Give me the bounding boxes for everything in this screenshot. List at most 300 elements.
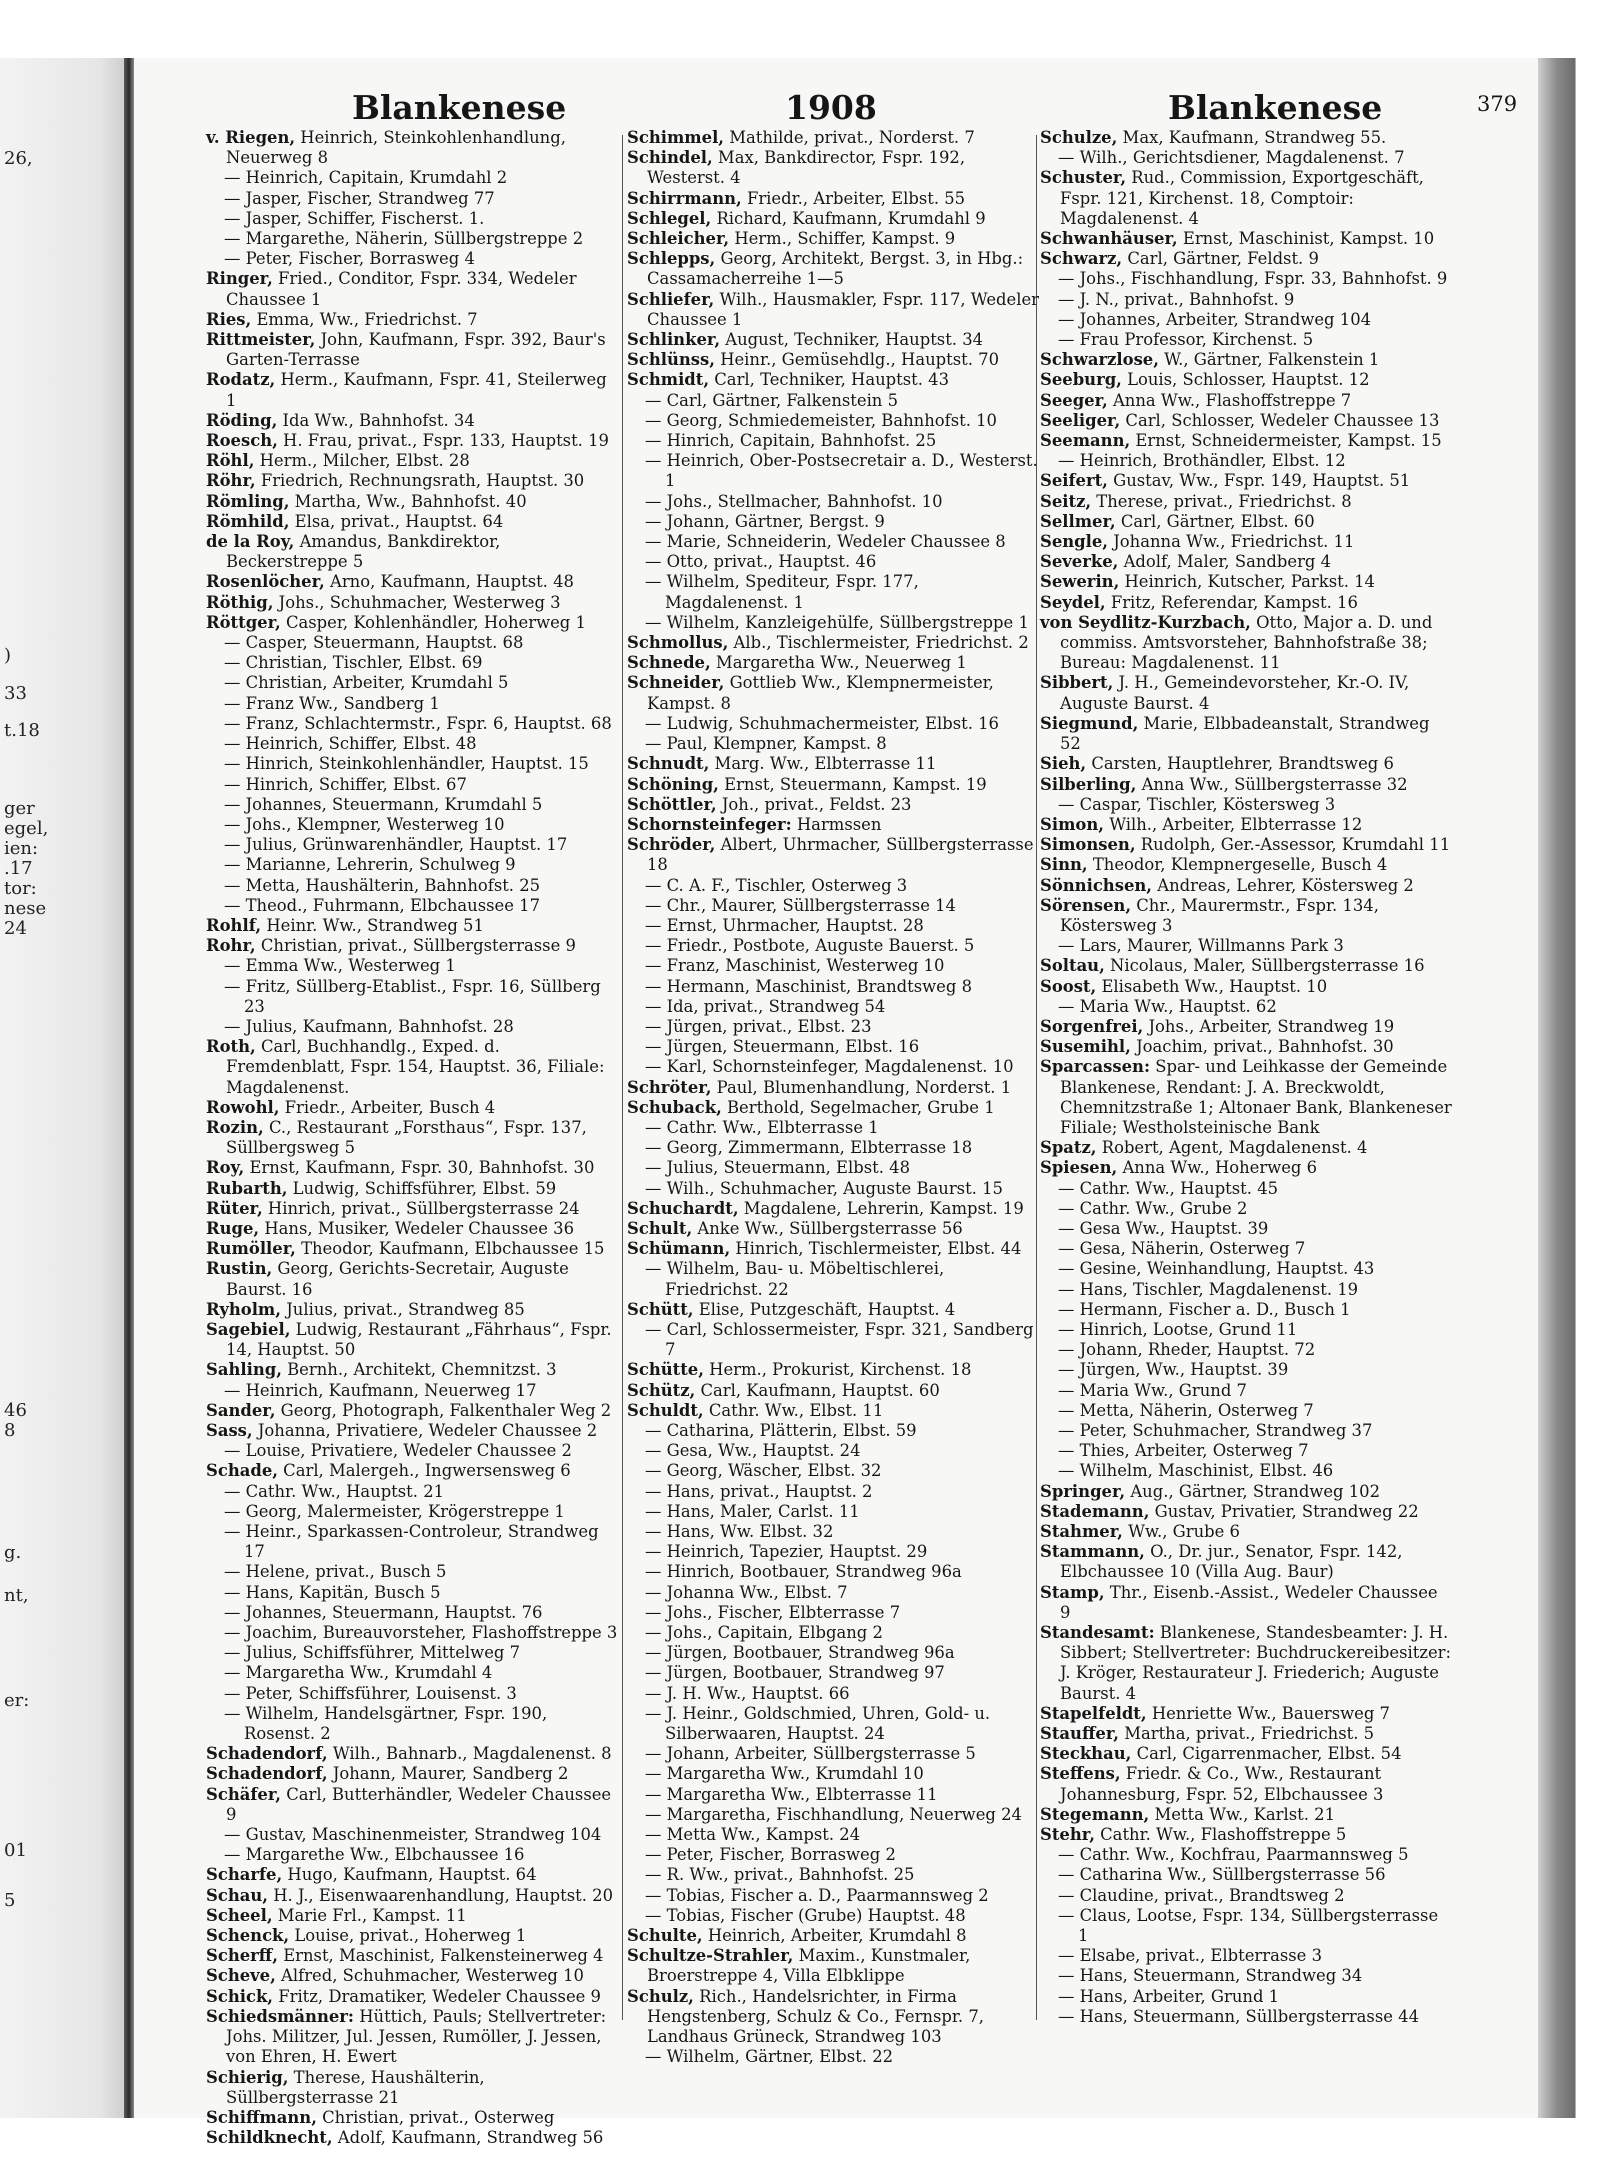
entry-details: — Friedr., Postbote, Auguste Bauerst. 5 bbox=[645, 936, 975, 956]
entry-surname: Röding, bbox=[206, 410, 278, 430]
entry-details: Gustav, Ww., Fspr. 149, Hauptst. 51 bbox=[1113, 471, 1411, 491]
directory-entry bbox=[627, 633, 1039, 653]
directory-entry bbox=[627, 128, 1039, 148]
entry-details: Martha, privat., Friedrichst. 5 bbox=[1124, 1724, 1375, 1744]
entry-surname: Seydel, bbox=[1040, 592, 1106, 612]
entry-details: Ludwig, Restaurant „Fährhaus“, Fspr. 14, Hauptst. 50 bbox=[226, 1319, 612, 1360]
directory-entry bbox=[1040, 411, 1452, 431]
page-edge bbox=[1538, 58, 1600, 2118]
entry-details: Bernh., Architekt, Chemnitzst. 3 bbox=[287, 1360, 557, 1380]
entry-details: Wilh., Hausmakler, Fspr. 117, Wedeler Chaussee 1 bbox=[647, 289, 1039, 329]
entry-details: O., Dr. jur., Senator, Fspr. 142, Elbchaussee 10 (Villa Aug. Baur) bbox=[1060, 1542, 1403, 1582]
entry-details: Casper, Kohlenhändler, Hoherweg 1 bbox=[285, 612, 586, 632]
entry-details: — Christian, Arbeiter, Krumdahl 5 bbox=[224, 673, 509, 693]
entry-details: — Margaretha, Fischhandlung, Neuerweg 24 bbox=[645, 1804, 1022, 1824]
entry-details: — Wilhelm, Handelsgärtner, Fspr. 190, Rosenst. 2 bbox=[224, 1703, 548, 1744]
entry-details: Carl, Butterhändler, Wedeler Chaussee 9 bbox=[226, 1784, 612, 1824]
entry-details: Johanna Ww., Friedrichst. 11 bbox=[1113, 532, 1355, 552]
entry-details: Carl, Kaufmann, Hauptst. 60 bbox=[700, 1380, 940, 1400]
entry-surname: Römhild, bbox=[206, 511, 290, 531]
entry-details: Rich., Handelsrichter, in Firma Hengstenberg, Schulz & Co., Fernspr. 7, Landhaus Grüneck, Strandweg 103 bbox=[647, 1986, 984, 2047]
directory-entry bbox=[206, 1562, 618, 1582]
entry-details: — Maria Ww., Grund 7 bbox=[1058, 1380, 1247, 1400]
entry-details: — Casper, Steuermann, Hauptst. 68 bbox=[224, 633, 524, 653]
directory-entry bbox=[1040, 1381, 1452, 1401]
entry-surname: Röhr, bbox=[206, 471, 256, 491]
directory-entry bbox=[627, 189, 1039, 209]
entry-surname: Schulte, bbox=[627, 1926, 703, 1946]
directory-entry bbox=[627, 1461, 1039, 1481]
entry-details: Carl, Malergeh., Ingwersensweg 6 bbox=[283, 1461, 571, 1481]
directory-entry bbox=[206, 532, 618, 572]
entry-details: Joachim, privat., Bahnhofst. 30 bbox=[1136, 1037, 1394, 1057]
directory-entry bbox=[627, 1482, 1039, 1502]
directory-column-3 bbox=[1040, 128, 1452, 2027]
directory-entry bbox=[206, 1785, 618, 1825]
directory-entry bbox=[1040, 1280, 1452, 1300]
directory-entry bbox=[627, 1744, 1039, 1764]
directory-entry bbox=[627, 1562, 1039, 1582]
entry-details: — Johs., Klempner, Westerweg 10 bbox=[224, 814, 505, 834]
directory-entry bbox=[206, 876, 618, 896]
running-head-right: Blankenese bbox=[1168, 88, 1383, 127]
entry-details: — Catharina, Plätterin, Elbst. 59 bbox=[645, 1421, 917, 1440]
entry-surname: Schwarzlose, bbox=[1040, 350, 1159, 370]
directory-entry bbox=[206, 1199, 618, 1219]
entry-details: — J. H. Ww., Hauptst. 66 bbox=[645, 1683, 850, 1703]
directory-entry bbox=[1040, 593, 1452, 613]
directory-entry bbox=[206, 1219, 618, 1239]
directory-entry bbox=[206, 1502, 618, 1522]
directory-entry bbox=[627, 512, 1039, 532]
entry-details: — Johann, Rheder, Hauptst. 72 bbox=[1058, 1340, 1316, 1360]
margin-fragment: tor: bbox=[4, 878, 37, 899]
entry-details: — C. A. F., Tischler, Osterweg 3 bbox=[645, 875, 908, 895]
directory-entry bbox=[206, 1118, 618, 1158]
entry-details: Marie, Elbbadeanstalt, Strandweg 52 bbox=[1060, 713, 1430, 754]
entry-details: Louise, privat., Hoherweg 1 bbox=[294, 1926, 527, 1946]
entry-surname: Stegemann, bbox=[1040, 1804, 1150, 1824]
entry-details: Elise, Putzgeschäft, Hauptst. 4 bbox=[698, 1299, 956, 1319]
directory-entry bbox=[206, 653, 618, 673]
entry-details: — Peter, Fischer, Borrasweg 2 bbox=[645, 1845, 896, 1865]
entry-details: — Johs., Stellmacher, Bahnhofst. 10 bbox=[645, 491, 943, 511]
directory-entry bbox=[627, 1522, 1039, 1542]
entry-details: — Fritz, Süllberg-Etablist., Fspr. 16, Süllberg 23 bbox=[224, 976, 601, 1016]
directory-entry bbox=[1040, 148, 1452, 168]
entry-surname: Stademann, bbox=[1040, 1501, 1150, 1521]
directory-entry bbox=[206, 1300, 618, 1320]
directory-entry bbox=[1040, 471, 1452, 491]
entry-surname: Stauffer, bbox=[1040, 1724, 1119, 1744]
entry-details: Joh., privat., Feldst. 23 bbox=[721, 794, 912, 814]
directory-entry bbox=[627, 653, 1039, 673]
entry-details: — Maria Ww., Hauptst. 62 bbox=[1058, 996, 1277, 1016]
directory-entry bbox=[1040, 532, 1452, 552]
directory-entry bbox=[206, 673, 618, 693]
directory-entry bbox=[627, 1502, 1039, 1522]
entry-details: Berthold, Segelmacher, Grube 1 bbox=[727, 1097, 995, 1117]
entry-details: — Ludwig, Schuhmachermeister, Elbst. 16 bbox=[645, 713, 999, 733]
margin-fragment: nese bbox=[4, 898, 47, 919]
directory-entry bbox=[627, 734, 1039, 754]
directory-entry bbox=[1040, 1482, 1452, 1502]
directory-entry bbox=[206, 492, 618, 512]
directory-entry bbox=[206, 1966, 618, 1986]
entry-details: — Margaretha Ww., Krumdahl 10 bbox=[645, 1764, 924, 1784]
entry-details: Therese, privat., Friedrichst. 8 bbox=[1096, 491, 1352, 511]
entry-surname: Seemann, bbox=[1040, 431, 1131, 451]
directory-entry bbox=[627, 209, 1039, 229]
entry-surname: Simonsen, bbox=[1040, 835, 1136, 855]
directory-entry bbox=[1040, 492, 1452, 512]
entry-details: Amandus, Bankdirektor, Beckerstreppe 5 bbox=[226, 532, 501, 572]
entry-surname: Sönnichsen, bbox=[1040, 875, 1153, 895]
entry-details: — Louise, Privatiere, Wedeler Chaussee 2 bbox=[224, 1441, 572, 1461]
entry-details: — Margarethe Ww., Elbchaussee 16 bbox=[224, 1845, 525, 1865]
entry-surname: Seifert, bbox=[1040, 471, 1108, 491]
entry-details: — Wilhelm, Bau- u. Möbeltischlerei, Friedrichst. 22 bbox=[645, 1259, 945, 1299]
entry-details: Elsa, privat., Hauptst. 64 bbox=[294, 511, 504, 531]
entry-surname: Rohlf, bbox=[206, 915, 262, 935]
entry-surname: Stamp, bbox=[1040, 1582, 1105, 1602]
directory-entry bbox=[1040, 754, 1452, 774]
directory-entry bbox=[1040, 1300, 1452, 1320]
entry-details: — Claudine, privat., Brandtsweg 2 bbox=[1058, 1885, 1345, 1905]
entry-details: Martha, Ww., Bahnhofst. 40 bbox=[294, 491, 527, 511]
entry-details: Anna Ww., Flashoffstreppe 7 bbox=[1112, 390, 1352, 410]
entry-details: Max, Bankdirector, Fspr. 192, Westerst. 4 bbox=[647, 148, 966, 188]
entry-details: Georg, Gerichts-Secretair, Auguste Baurst. 16 bbox=[226, 1259, 569, 1299]
entry-details: — Georg, Zimmermann, Elbterrasse 18 bbox=[645, 1138, 973, 1158]
entry-details: — Hans, Arbeiter, Grund 1 bbox=[1058, 1986, 1280, 2006]
directory-entry bbox=[1040, 1360, 1452, 1380]
entry-details: — Christian, Tischler, Elbst. 69 bbox=[224, 653, 483, 673]
entry-surname: Rumöller, bbox=[206, 1239, 296, 1259]
directory-entry bbox=[627, 1199, 1039, 1219]
directory-entry bbox=[627, 532, 1039, 552]
directory-entry bbox=[1040, 1320, 1452, 1340]
directory-entry bbox=[1040, 1542, 1452, 1582]
entry-details: Georg, Architekt, Bergst. 3, in Hbg.: Cassamacherreihe 1—5 bbox=[647, 249, 1024, 289]
entry-details: Arno, Kaufmann, Hauptst. 48 bbox=[329, 572, 574, 592]
directory-entry bbox=[1040, 1421, 1452, 1441]
directory-entry bbox=[627, 1805, 1039, 1825]
directory-entry bbox=[206, 694, 618, 714]
entry-surname: Schenck, bbox=[206, 1926, 290, 1946]
directory-entry bbox=[627, 613, 1039, 633]
entry-surname: Schierig, bbox=[206, 2067, 289, 2087]
directory-entry bbox=[206, 1926, 618, 1946]
directory-entry bbox=[1040, 512, 1452, 532]
entry-details: Elisabeth Ww., Hauptst. 10 bbox=[1101, 976, 1328, 996]
entry-details: Anna Ww., Hoherweg 6 bbox=[1122, 1158, 1318, 1178]
entry-details: — Julius, Grünwarenhändler, Hauptst. 17 bbox=[224, 835, 568, 855]
entry-details: Therese, Haushälterin, Süllbergsterrasse 21 bbox=[226, 2067, 485, 2107]
entry-details: — Gesa, Ww., Hauptst. 24 bbox=[645, 1441, 861, 1461]
entry-surname: Sieh, bbox=[1040, 754, 1087, 774]
entry-surname: Schlünss, bbox=[627, 350, 715, 370]
entry-surname: Schlegel, bbox=[627, 208, 712, 228]
directory-entry bbox=[627, 997, 1039, 1017]
directory-entry bbox=[627, 1239, 1039, 1259]
directory-entry bbox=[627, 1078, 1039, 1098]
directory-entry bbox=[627, 1684, 1039, 1704]
directory-entry bbox=[206, 1764, 618, 1784]
entry-details: John, Kaufmann, Fspr. 392, Baur's Garten-Terrasse bbox=[226, 330, 606, 370]
entry-details: Ww., Grube 6 bbox=[1128, 1522, 1240, 1542]
directory-entry bbox=[1040, 350, 1452, 370]
directory-entry bbox=[1040, 1502, 1452, 1522]
directory-entry bbox=[206, 775, 618, 795]
directory-entry bbox=[206, 835, 618, 855]
entry-surname: Rohr, bbox=[206, 936, 256, 956]
entry-details: — Theod., Fuhrmann, Elbchaussee 17 bbox=[224, 895, 540, 915]
entry-surname: Schütte, bbox=[627, 1360, 704, 1380]
directory-entry bbox=[206, 168, 618, 188]
directory-entry bbox=[627, 1764, 1039, 1784]
directory-entry bbox=[627, 754, 1039, 774]
entry-surname: Scheve, bbox=[206, 1966, 276, 1986]
margin-fragment: g. bbox=[4, 1542, 22, 1563]
entry-details: — Cathr. Ww., Hauptst. 21 bbox=[224, 1481, 445, 1501]
entry-details: — Emma Ww., Westerweg 1 bbox=[224, 956, 456, 976]
directory-entry bbox=[206, 1239, 618, 1259]
directory-entry bbox=[627, 977, 1039, 997]
entry-details: — Otto, privat., Hauptst. 46 bbox=[645, 552, 877, 572]
entry-details: Nicolaus, Maler, Süllbergsterrasse 16 bbox=[1110, 956, 1425, 976]
directory-entry bbox=[1040, 269, 1452, 289]
entry-details: Ernst, Maschinist, Falkensteinerweg 4 bbox=[283, 1946, 604, 1966]
entry-details: — Johann, Arbeiter, Süllbergsterrasse 5 bbox=[645, 1744, 976, 1764]
entry-details: Carl, Techniker, Hauptst. 43 bbox=[714, 370, 950, 390]
entry-surname: Simon, bbox=[1040, 814, 1104, 834]
directory-entry bbox=[1040, 391, 1452, 411]
entry-details: — J. Heinr., Goldschmied, Uhren, Gold- u. Silberwaaren, Hauptst. 24 bbox=[645, 1703, 991, 1744]
entry-details: — Peter, Schiffsführer, Louisenst. 3 bbox=[224, 1683, 517, 1703]
entry-details: Fried., Conditor, Fspr. 334, Wedeler Chaussee 1 bbox=[226, 269, 577, 309]
entry-details: Friedr. & Co., Ww., Restaurant Johannesburg, Fspr. 52, Elbchaussee 3 bbox=[1060, 1764, 1384, 1804]
entry-details: — Wilhelm, Kanzleigehülfe, Süllbergstreppe 1 bbox=[645, 612, 1029, 632]
directory-entry bbox=[627, 370, 1039, 390]
directory-entry bbox=[206, 1098, 618, 1118]
entry-details: Spar- und Leihkasse der Gemeinde Blankenese, Rendant: J. A. Breckwoldt, Chemnitzstraße 1; Altonaer Bank, Blankeneser Filiale; Westholsteinische Bank bbox=[1060, 1057, 1452, 1137]
directory-entry bbox=[206, 1704, 618, 1744]
entry-details: Ernst, Maschinist, Kampst. 10 bbox=[1182, 229, 1435, 249]
entry-surname: Rubarth, bbox=[206, 1178, 288, 1198]
entry-details: Wilh., Bahnarb., Magdalenenst. 8 bbox=[332, 1744, 612, 1764]
directory-entry bbox=[627, 572, 1039, 612]
entry-details: Carsten, Hauptlehrer, Brandtsweg 6 bbox=[1091, 754, 1394, 774]
entry-details: Hinrich, Tischlermeister, Elbst. 44 bbox=[735, 1239, 1022, 1259]
entry-details: — Carl, Gärtner, Falkenstein 5 bbox=[645, 390, 899, 410]
entry-details: Johs., Arbeiter, Strandweg 19 bbox=[1148, 1016, 1395, 1036]
directory-entry bbox=[1040, 1179, 1452, 1199]
entry-details: Andreas, Lehrer, Köstersweg 2 bbox=[1157, 875, 1414, 895]
directory-entry bbox=[1040, 1259, 1452, 1279]
directory-entry bbox=[627, 1057, 1039, 1077]
directory-entry bbox=[1040, 1825, 1452, 1845]
entry-details: — Margaretha Ww., Krumdahl 4 bbox=[224, 1663, 493, 1683]
entry-surname: Spiesen, bbox=[1040, 1158, 1118, 1178]
margin-fragment: 24 bbox=[4, 918, 27, 939]
entry-details: Heinrich, Steinkohlenhandlung, Neuerweg 8 bbox=[226, 128, 566, 168]
directory-entry bbox=[206, 431, 618, 451]
directory-entry bbox=[206, 734, 618, 754]
entry-details: Cathr. Ww., Flashoffstreppe 5 bbox=[1100, 1825, 1347, 1845]
entry-details: Adolf, Kaufmann, Strandweg 56 bbox=[337, 2128, 604, 2148]
directory-entry bbox=[627, 916, 1039, 936]
entry-details: Hugo, Kaufmann, Hauptst. 64 bbox=[287, 1865, 537, 1885]
entry-surname: Ringer, bbox=[206, 269, 273, 289]
directory-entry bbox=[206, 471, 618, 491]
entry-surname: Schneider, bbox=[627, 673, 725, 693]
directory-entry bbox=[627, 249, 1039, 289]
directory-entry bbox=[206, 815, 618, 835]
entry-surname: Rodatz, bbox=[206, 370, 276, 390]
directory-entry bbox=[206, 1825, 618, 1845]
entry-surname: Schiffmann, bbox=[206, 2107, 317, 2127]
entry-details: — Heinrich, Ober-Postsecretair a. D., Westerst. 1 bbox=[645, 451, 1038, 491]
entry-details: — Gesine, Weinhandlung, Hauptst. 43 bbox=[1058, 1259, 1375, 1279]
entry-surname: Seitz, bbox=[1040, 491, 1092, 511]
entry-surname: Schultze-Strahler, bbox=[627, 1946, 794, 1966]
entry-details: Christian, privat., Osterweg bbox=[322, 2107, 555, 2127]
directory-entry bbox=[627, 1320, 1039, 1360]
entry-details: — Julius, Steuermann, Elbst. 48 bbox=[645, 1158, 911, 1178]
directory-entry bbox=[1040, 613, 1452, 674]
entry-surname: Springer, bbox=[1040, 1481, 1126, 1501]
directory-entry bbox=[1040, 714, 1452, 754]
entry-details: — Caspar, Tischler, Köstersweg 3 bbox=[1058, 794, 1336, 814]
directory-entry bbox=[627, 1138, 1039, 1158]
entry-details: — Metta, Haushälterin, Bahnhofst. 25 bbox=[224, 875, 541, 895]
entry-details: — Marie, Schneiderin, Wedeler Chaussee 8 bbox=[645, 532, 1006, 552]
entry-surname: Rustin, bbox=[206, 1259, 273, 1279]
entry-details: Georg, Photograph, Falkenthaler Weg 2 bbox=[280, 1400, 612, 1420]
entry-details: Gottlieb Ww., Klempnermeister, Kampst. 8 bbox=[647, 673, 994, 713]
directory-entry bbox=[206, 1158, 618, 1178]
entry-details: — Heinr., Sparkassen-Controleur, Strandweg 17 bbox=[224, 1522, 599, 1562]
directory-entry bbox=[627, 1259, 1039, 1299]
directory-entry bbox=[206, 1381, 618, 1401]
directory-entry bbox=[206, 128, 618, 168]
entry-surname: Schöning, bbox=[627, 774, 719, 794]
entry-details: — Franz, Maschinist, Westerweg 10 bbox=[645, 956, 945, 976]
entry-details: Fritz, Referendar, Kampst. 16 bbox=[1110, 592, 1358, 612]
entry-surname: Soost, bbox=[1040, 976, 1097, 996]
directory-entry bbox=[1040, 1724, 1452, 1744]
directory-entry bbox=[1040, 997, 1452, 1017]
entry-details: — Hans, Steuermann, Süllbergsterrasse 44 bbox=[1058, 2006, 1420, 2026]
entry-surname: Sinn, bbox=[1040, 855, 1088, 875]
entry-details: Herm., Prokurist, Kirchenst. 18 bbox=[709, 1360, 972, 1380]
entry-surname: Schildknecht, bbox=[206, 2128, 333, 2148]
entry-details: — Johs., Fischhandlung, Fspr. 33, Bahnhofst. 9 bbox=[1058, 269, 1448, 289]
entry-details: — Wilhelm, Gärtner, Elbst. 22 bbox=[645, 2047, 894, 2067]
entry-surname: de la Roy, bbox=[206, 532, 295, 552]
directory-entry bbox=[206, 855, 618, 875]
entry-details: H. Frau, privat., Fspr. 133, Hauptst. 19 bbox=[283, 431, 609, 451]
directory-entry bbox=[206, 1663, 618, 1683]
entry-details: Hüttich, Pauls; Stellvertreter: Johs. Militzer, Jul. Jessen, Rumöller, J. Jessen, von Ehren, H. Ewert bbox=[226, 2006, 607, 2067]
entry-surname: Schnede, bbox=[627, 653, 711, 673]
entry-details: Louis, Schlosser, Hauptst. 12 bbox=[1127, 370, 1370, 390]
entry-details: — Hermann, Maschinist, Brandtsweg 8 bbox=[645, 976, 972, 996]
entry-surname: Sass, bbox=[206, 1421, 253, 1440]
column-rule bbox=[622, 135, 623, 2020]
directory-entry bbox=[627, 1825, 1039, 1845]
entry-surname: Rüter, bbox=[206, 1198, 263, 1218]
directory-entry bbox=[627, 795, 1039, 815]
directory-entry bbox=[1040, 1158, 1452, 1178]
entry-details: — Cathr. Ww., Kochfrau, Paarmannsweg 5 bbox=[1058, 1845, 1409, 1865]
directory-entry bbox=[1040, 128, 1452, 148]
entry-surname: Sewerin, bbox=[1040, 572, 1120, 592]
directory-entry bbox=[206, 1946, 618, 1966]
entry-details: Aug., Gärtner, Strandweg 102 bbox=[1130, 1481, 1381, 1501]
entry-surname: Rosenlöcher, bbox=[206, 572, 325, 592]
directory-entry bbox=[1040, 855, 1452, 875]
directory-entry bbox=[206, 1643, 618, 1663]
entry-details: Metta Ww., Karlst. 21 bbox=[1154, 1804, 1336, 1824]
entry-details: Carl, Cigarrenmacher, Elbst. 54 bbox=[1136, 1744, 1402, 1764]
entry-details: W., Gärtner, Falkenstein 1 bbox=[1164, 350, 1380, 370]
directory-entry bbox=[627, 1906, 1039, 1926]
entry-details: Anna Ww., Süllbergsterrasse 32 bbox=[1141, 774, 1408, 794]
entry-surname: Ries, bbox=[206, 309, 252, 329]
directory-entry bbox=[206, 370, 618, 410]
entry-details: — Jürgen, Steuermann, Elbst. 16 bbox=[645, 1037, 920, 1057]
entry-surname: Schleicher, bbox=[627, 229, 730, 249]
entry-details: Alb., Tischlermeister, Friedrichst. 2 bbox=[733, 633, 1029, 653]
directory-entry bbox=[1040, 1461, 1452, 1481]
entry-surname: Steffens, bbox=[1040, 1764, 1121, 1784]
entry-details: Ernst, Kaufmann, Fspr. 30, Bahnhofst. 30 bbox=[249, 1158, 595, 1178]
directory-entry bbox=[206, 1461, 618, 1481]
entry-details: — Johanna Ww., Elbst. 7 bbox=[645, 1582, 848, 1602]
directory-entry bbox=[1040, 370, 1452, 390]
entry-details: Maxim., Kunstmaler, Broerstreppe 4, Villa Elbklippe bbox=[647, 1946, 971, 1986]
entry-surname: Schümann, bbox=[627, 1239, 731, 1259]
directory-entry bbox=[627, 876, 1039, 896]
entry-surname: Sorgenfrei, bbox=[1040, 1016, 1144, 1036]
entry-details: — Wilhelm, Maschinist, Elbst. 46 bbox=[1058, 1461, 1334, 1481]
directory-entry bbox=[1040, 451, 1452, 471]
book-gutter bbox=[124, 58, 134, 2118]
entry-surname: Rowohl, bbox=[206, 1097, 280, 1117]
directory-entry bbox=[206, 2007, 618, 2068]
directory-entry bbox=[206, 1421, 618, 1441]
margin-fragment: 46 bbox=[4, 1400, 27, 1421]
directory-entry bbox=[206, 189, 618, 209]
directory-entry bbox=[627, 1926, 1039, 1946]
entry-surname: Roth, bbox=[206, 1037, 256, 1057]
directory-entry bbox=[206, 1906, 618, 1926]
directory-entry bbox=[627, 1785, 1039, 1805]
entry-surname: Roesch, bbox=[206, 431, 278, 451]
entry-details: — Hinrich, Steinkohlenhändler, Hauptst. 15 bbox=[224, 754, 589, 774]
directory-entry bbox=[627, 1603, 1039, 1623]
entry-surname: Schlepps, bbox=[627, 249, 716, 269]
directory-entry bbox=[627, 1179, 1039, 1199]
entry-details: — Jürgen, Ww., Hauptst. 39 bbox=[1058, 1360, 1289, 1380]
directory-entry bbox=[627, 1219, 1039, 1239]
entry-details: — Georg, Schmiedemeister, Bahnhofst. 10 bbox=[645, 410, 997, 430]
entry-details: Heinr. Ww., Strandweg 51 bbox=[266, 915, 484, 935]
entry-surname: Schornsteinfeger: bbox=[627, 814, 792, 834]
entry-details: — Gesa Ww., Hauptst. 39 bbox=[1058, 1218, 1269, 1238]
